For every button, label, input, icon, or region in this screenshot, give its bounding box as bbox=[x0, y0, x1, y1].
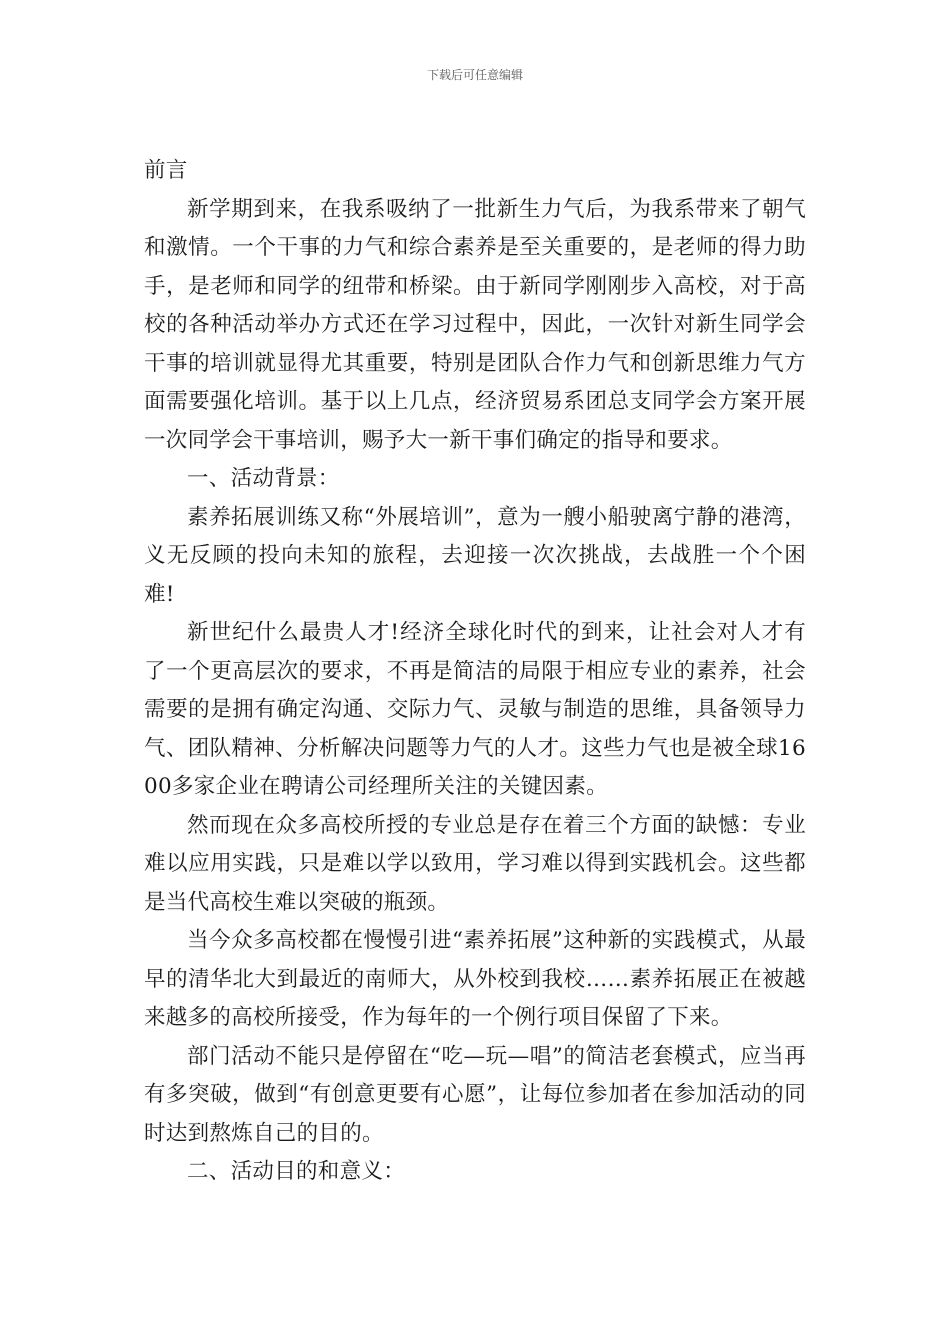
paragraph-breakthrough: 部门活动不能只是停留在“吃—玩—唱”的简洁老套模式，应当再有多突破，做到“有创意更要有心愿”，让每位参加者在参加活动的同时达到熬炼自己的目的。 bbox=[144, 1043, 806, 1146]
paragraph-outward-bound: 素养拓展训练又称“外展培训”，意为一艘小船驶离宁静的港湾，义无反顾的投向未知的旅程，去迎接一次次挑战，去战胜一个个困难! bbox=[144, 504, 806, 607]
section-heading-background: 一、活动背景： bbox=[187, 466, 340, 491]
paragraph-shortcomings: 然而现在众多高校所授的专业总是存在着三个方面的缺憾：专业难以应用实践，只是难以学以致用，学习难以得到实践机会。这些都是当代高校生难以突破的瓶颈。 bbox=[144, 812, 806, 915]
section-heading-purpose: 二、活动目的和意义： bbox=[187, 1159, 406, 1184]
document-body bbox=[144, 152, 806, 1192]
document-title: 前言 bbox=[144, 158, 188, 183]
paragraph-talent: 新世纪什么最贵人才!经济全球化时代的到来，让社会对人才有了一个更高层次的要求，不再是简洁的局限于相应专业的素养，社会需要的是拥有确定沟通、交际力气、灵敏与制造的思维，具备领导力气、团队精神、分析解决问题等力气的人才。这些力气也是被全球1600多家企业在聘请公司经理所关注的关键因素。 bbox=[144, 620, 806, 799]
paragraph-adoption: 当今众多高校都在慢慢引进“素养拓展”这种新的实践模式，从最早的清华北大到最近的南师大，从外校到我校……素养拓展正在被越来越多的高校所接受，作为每年的一个例行项目保留了下来。 bbox=[144, 928, 806, 1030]
page-header: 下载后可任意编辑 bbox=[426, 68, 523, 82]
paragraph-intro: 新学期到来，在我系吸纳了一批新生力气后，为我系带来了朝气和激情。一个干事的力气和综合素养是至关重要的，是老师的得力助手，是老师和同学的纽带和桥梁。由于新同学刚刚步入高校，对于高校的各种活动举办方式还在学习过程中，因此，一次针对新生同学会干事的培训就显得尤其重要，特别是团队合作力气和创新思维力气方面需要强化培训。基于以上几点，经济贸易系团总支同学会方案开展一次同学会干事培训，赐予大一新干事们确定的指导和要求。 bbox=[144, 196, 806, 453]
